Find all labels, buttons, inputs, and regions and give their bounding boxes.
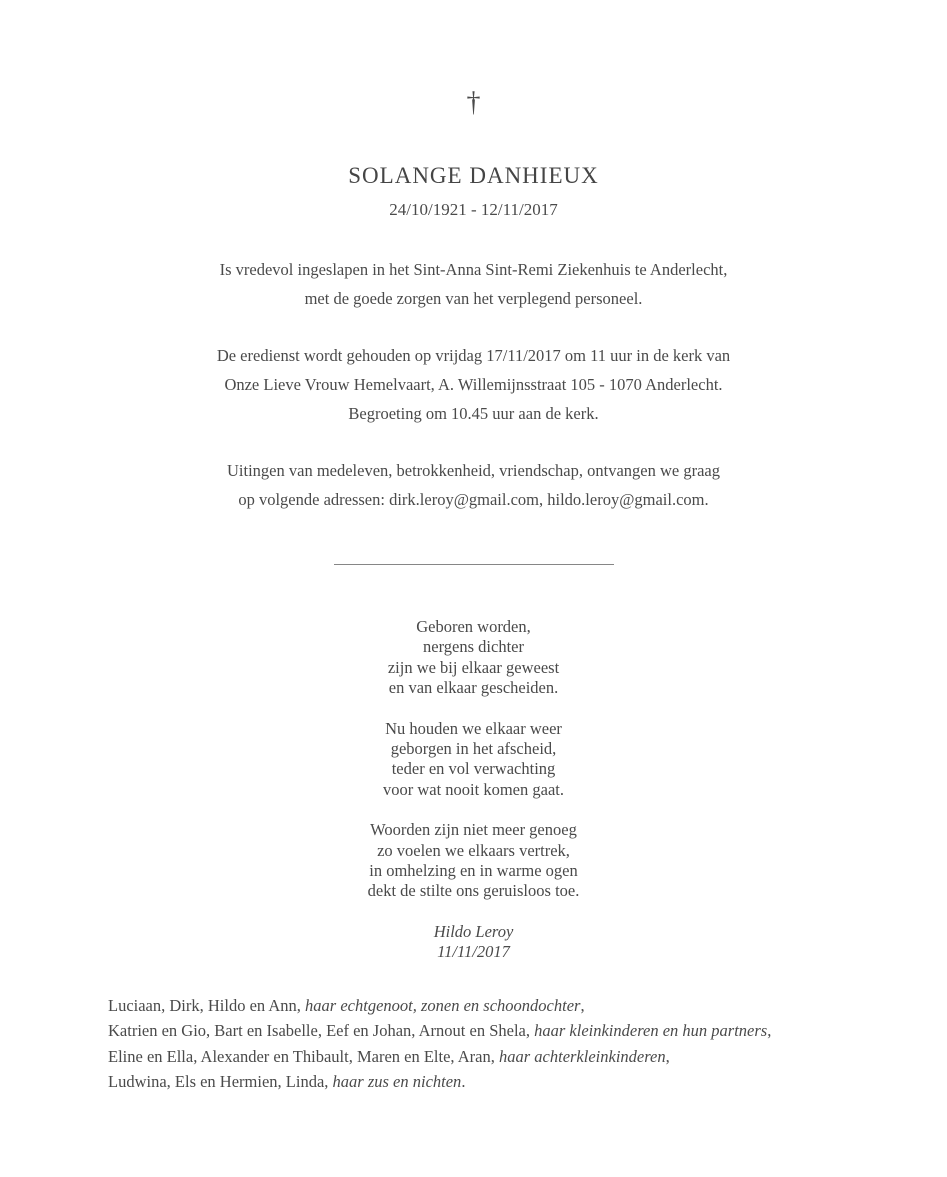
announcement-line: met de goede zorgen van het verplegend personeel. [304,289,643,308]
poem-line: dekt de stilte ons geruisloos toe. [367,881,580,901]
family-relation: haar achterkleinkinderen [498,1046,666,1066]
poem [0,617,947,963]
family-line [108,1018,907,1044]
poem-line: en van elkaar gescheiden. [388,678,559,698]
family-names: Ludwina, Els en Hermien, Linda, [108,1072,333,1092]
family-relation: haar echtgenoot, zonen en schoondochter [305,995,581,1015]
condolences-line: Uitingen van medeleven, betrokkenheid, vriendschap, ontvangen we graag [227,461,720,480]
service-paragraph [0,341,947,428]
poem-line: geborgen in het afscheid, [390,739,557,759]
family-names: Luciaan, Dirk, Hildo en Ann, [108,995,306,1015]
poem-line: voor wat nooit komen gaat. [382,779,564,799]
service-line: Begroeting om 10.45 uur aan de kerk. [348,404,599,423]
poem-line: zo voelen we elkaars vertrek, [377,840,570,860]
poem-stanza [0,617,947,699]
deceased-name: SOLANGE DANHIEUX [348,163,599,188]
poem-line: Geboren worden, [416,617,531,636]
cross-icon: † [466,87,481,118]
family-line [108,1069,907,1095]
family-line [108,993,907,1019]
poem-line: nergens dichter [423,637,524,657]
poem-line: in omhelzing en in warme ogen [369,861,578,881]
poem-line: zijn we bij elkaar geweest [387,657,560,677]
family-names: Katrien en Gio, Bart en Isabelle, Eef en Johan, Arnout en Shela, [108,1021,535,1041]
announcement-paragraph [0,255,947,313]
poem-line: teder en vol verwachting [391,759,556,779]
family-punctuation: , [665,1046,670,1066]
section-divider [334,564,614,565]
condolences-line: op volgende adressen: dirk.leroy@gmail.com, hildo.leroy@gmail.com. [238,490,709,509]
poem-stanza [0,820,947,902]
poem-attribution-date: 11/11/2017 [437,942,510,962]
family-relation: haar zus en nichten [332,1072,462,1092]
poem-line: Woorden zijn niet meer genoeg [370,820,577,840]
condolences-paragraph [0,456,947,514]
family-punctuation: , [767,1021,772,1041]
life-dates: 24/10/1921 - 12/11/2017 [389,200,558,219]
family-line [108,1044,907,1070]
family-names: Eline en Ella, Alexander en Thibault, Maren en Elte, Aran, [108,1046,499,1066]
family-relation: haar kleinkinderen en hun partners [534,1021,768,1041]
family-punctuation: , [580,995,585,1015]
service-line: Onze Lieve Vrouw Hemelvaart, A. Willemijnsstraat 105 - 1070 Anderlecht. [224,375,723,394]
poem-attribution-name: Hildo Leroy [433,921,514,941]
poem-stanza [0,719,947,801]
family-list [108,993,907,1095]
poem-attribution [0,922,947,963]
service-line: De eredienst wordt gehouden op vrijdag 17/11/2017 om 11 uur in de kerk van [216,346,731,365]
poem-line: Nu houden we elkaar weer [385,718,562,738]
family-punctuation: . [461,1072,466,1092]
announcement-line: Is vredevol ingeslapen in het Sint-Anna Sint-Remi Ziekenhuis te Anderlecht, [219,260,728,279]
